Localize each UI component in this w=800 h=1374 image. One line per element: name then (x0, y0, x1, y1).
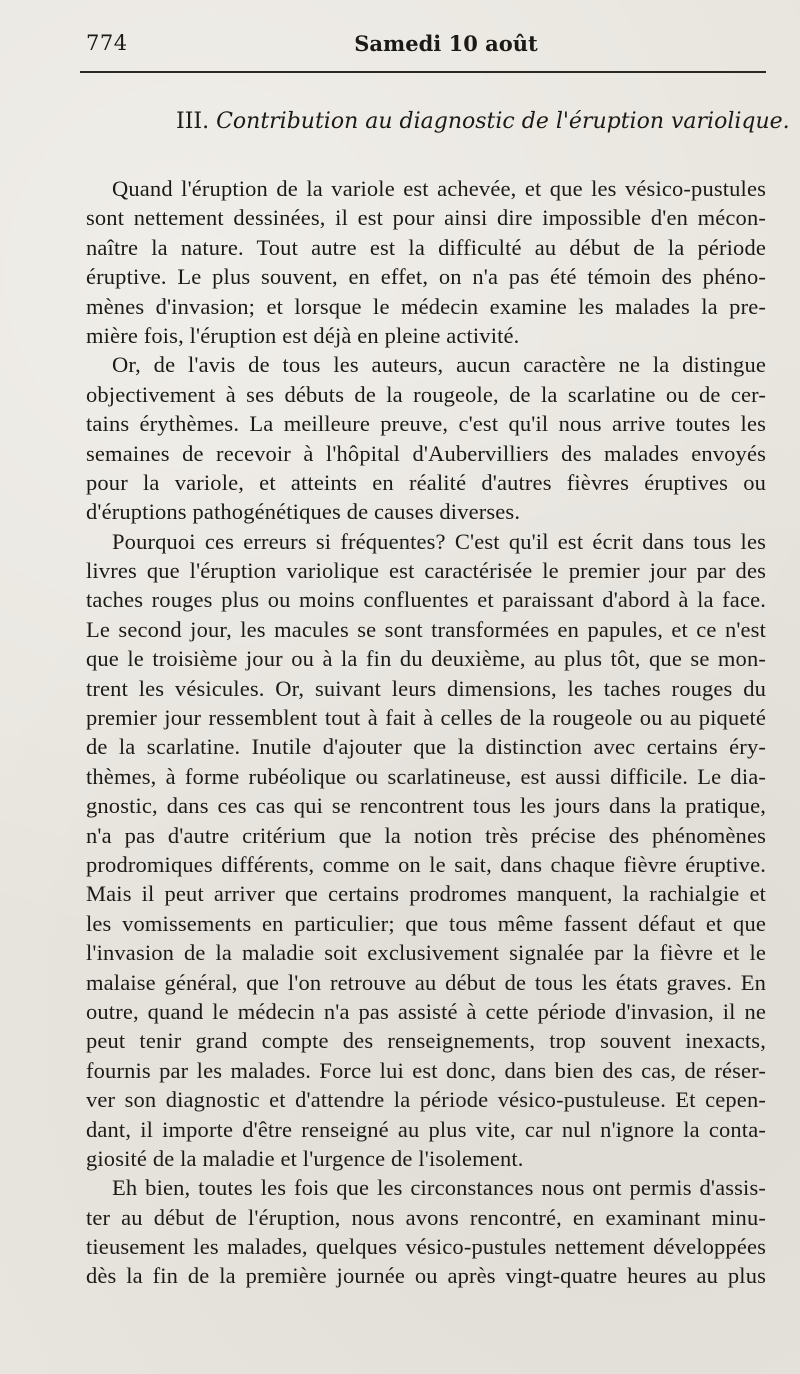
text-line: malaise général, que l'on retrouve au début de tous les états graves. En (86, 969, 766, 995)
body-text (86, 174, 766, 1291)
text-line: Quand l'éruption de la variole est achevée, et que les vésico-pustules (112, 176, 766, 201)
text-line: mière fois, l'éruption est déjà en pleine activité. (86, 322, 520, 348)
running-head (86, 27, 766, 61)
section-number: III. (176, 109, 210, 134)
text-line: tieusement les malades, quelques vésico-pustules nettement développées (86, 1234, 766, 1260)
text-line: prodromiques différents, comme on le sait, dans chaque fièvre éruptive. (86, 851, 766, 877)
text-line: Pourquoi ces erreurs si fréquentes? C'est qu'il est écrit dans tous les (112, 528, 766, 554)
text-line: sont nettement dessinées, il est pour ainsi dire impossible d'en mécon- (86, 205, 766, 231)
text-line: gnostic, dans ces cas qui se rencontrent tous les jours dans la pratique, (86, 793, 766, 819)
text-line: tains érythèmes. La meilleure preuve, c'est qu'il nous arrive toutes les (86, 411, 766, 437)
text-line: taches rouges plus ou moins confluentes et paraissant d'abord à la face. (86, 587, 766, 613)
text-line: Eh bien, toutes les fois que les circonstances nous ont permis d'assis- (112, 1175, 766, 1201)
section-heading (86, 108, 790, 136)
text-line: Or, de l'avis de tous les auteurs, aucun caractère ne la distingue (112, 352, 766, 378)
text-line: trent les vésicules. Or, suivant leurs dimensions, les taches rouges du (86, 675, 766, 701)
text-line: premier jour ressemblent tout à fait à celles de la rougeole ou au piqueté (86, 705, 766, 731)
text-line: fournis par les malades. Force lui est donc, dans bien des cas, de réser- (86, 1057, 766, 1083)
text-line: thèmes, à forme rubéolique ou scarlatineuse, est aussi difficile. Le dia- (86, 763, 766, 789)
text-line: livres que l'éruption variolique est caractérisée le premier jour par des (86, 558, 766, 584)
section-title: Contribution au diagnostic de l'éruption variolique. (216, 109, 790, 134)
header-rule (80, 71, 766, 73)
page-number: 774 (86, 31, 128, 55)
header-date: Samedi 10 août (354, 31, 538, 56)
text-line: dès la fin de la première journée ou après vingt-quatre heures au plus (86, 1263, 766, 1289)
text-line: objectivement à ses débuts de la rougeole, de la scarlatine ou de cer- (86, 381, 766, 407)
text-line: peut tenir grand compte des renseignements, trop souvent inexacts, (86, 1028, 766, 1054)
text-line: mènes d'invasion; et lorsque le médecin examine les malades la pre- (86, 293, 766, 319)
text-line: l'invasion de la maladie soit exclusivement signalée par la fièvre et le (86, 940, 766, 966)
text-line: giosité de la maladie et l'urgence de l'isolement. (86, 1145, 524, 1171)
text-line: ver son diagnostic et d'attendre la période vésico-pustuleuse. Et cepen- (86, 1087, 766, 1113)
text-line: Le second jour, les macules se sont transformées en papules, et ce n'est (86, 616, 766, 642)
text-line: outre, quand le médecin n'a pas assisté à cette période d'invasion, il ne (86, 998, 766, 1024)
paragraph (86, 1173, 766, 1291)
text-line: n'a pas d'autre critérium que la notion très précise des phénomènes (86, 822, 766, 848)
text-line: ter au début de l'éruption, nous avons rencontré, en examinant minu- (86, 1204, 766, 1230)
text-line: semaines de recevoir à l'hôpital d'Aubervilliers des malades envoyés (86, 440, 766, 466)
text-line: les vomissements en particulier; que tous même fassent défaut et que (86, 910, 766, 936)
text-line: d'éruptions pathogénétiques de causes diverses. (86, 499, 521, 525)
paragraph (86, 527, 766, 1174)
text-line: naître la nature. Tout autre est la difficulté au début de la période (86, 234, 766, 260)
text-line: éruptive. Le plus souvent, en effet, on n'a pas été témoin des phéno- (86, 264, 766, 290)
paragraph (86, 174, 766, 350)
text-line: pour la variole, et atteints en réalité d'autres fièvres éruptives ou (86, 469, 766, 495)
text-line: Mais il peut arriver que certains prodromes manquent, la rachialgie et (86, 881, 766, 907)
paragraph (86, 350, 766, 526)
text-line: de la scarlatine. Inutile d'ajouter que la distinction avec certains éry- (86, 734, 766, 760)
text-line: que le troisième jour ou à la fin du deuxième, au plus tôt, que se mon- (86, 646, 766, 672)
text-line: dant, il importe d'être renseigné au plus vite, car nul n'ignore la conta- (86, 1116, 766, 1142)
